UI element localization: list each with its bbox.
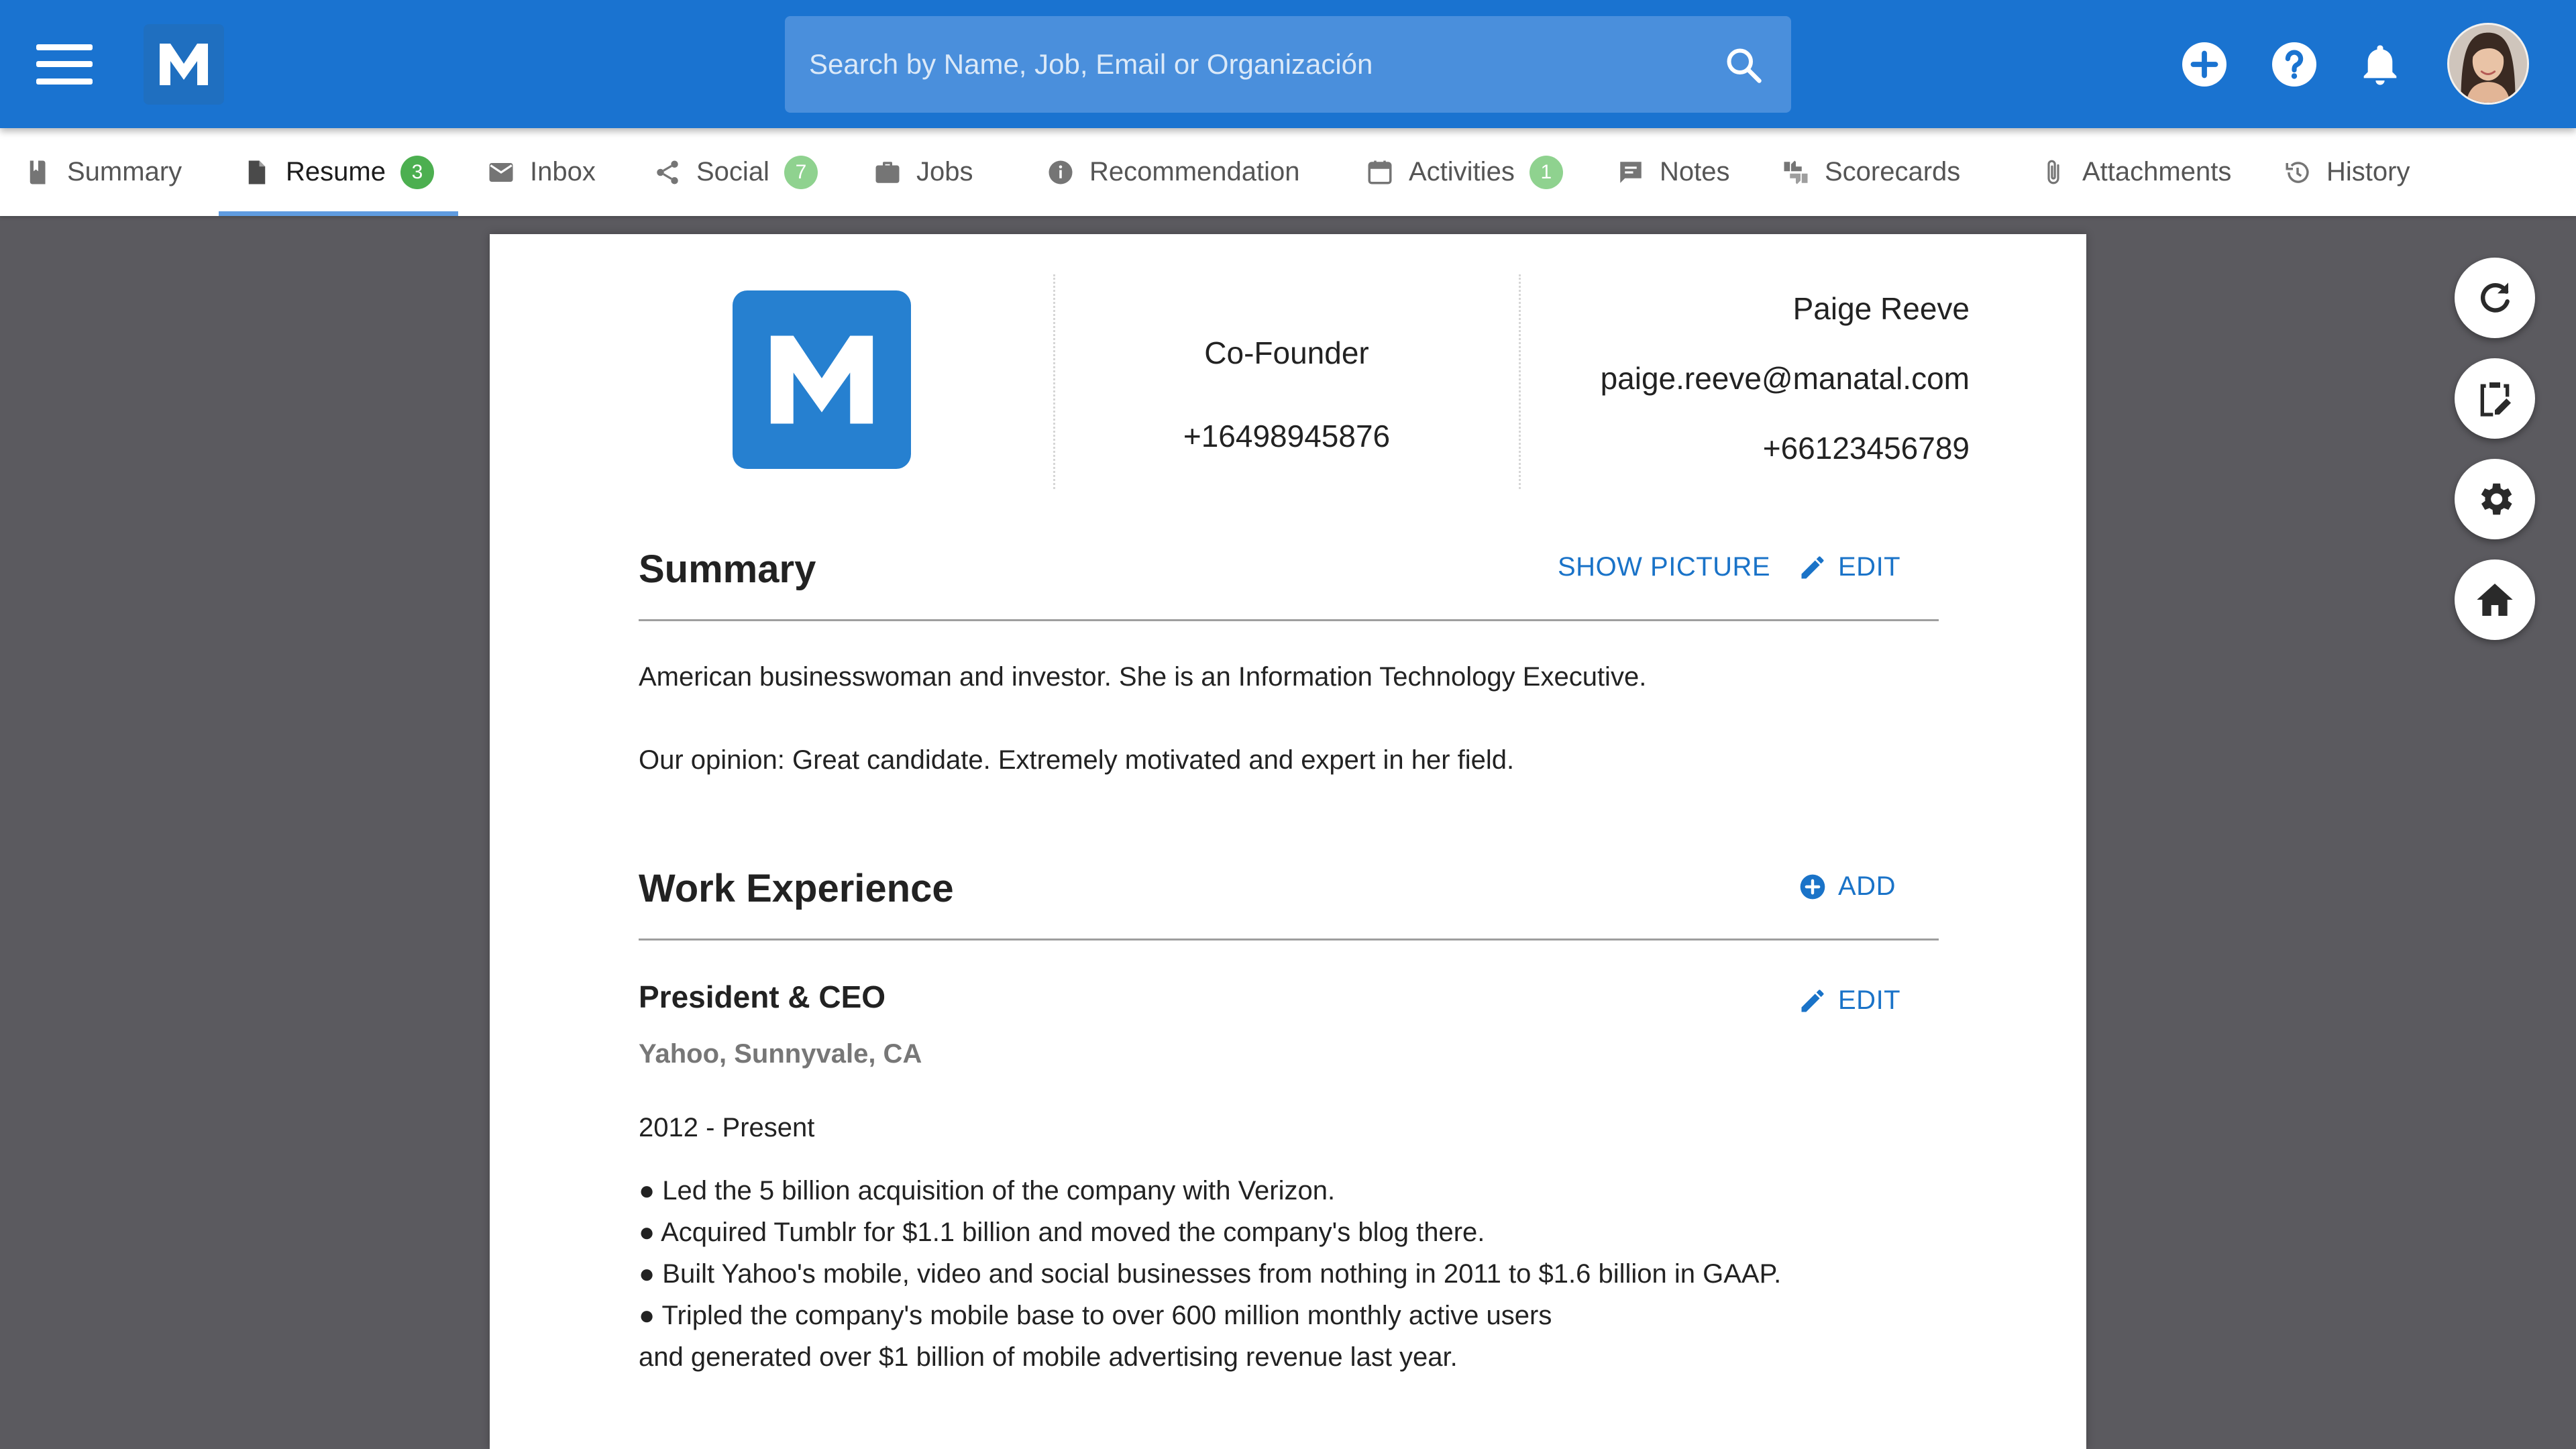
company-logo xyxy=(733,290,911,469)
avatar[interactable] xyxy=(2447,23,2529,105)
resume-count-badge: 3 xyxy=(400,156,434,189)
summary-paragraph: American businesswoman and investor. She is an Information Technology Executive. xyxy=(639,662,1647,692)
tab-social[interactable] xyxy=(629,128,842,216)
history-icon xyxy=(2284,158,2312,186)
tab-recommendation[interactable] xyxy=(1022,128,1324,216)
app-logo[interactable] xyxy=(144,24,224,105)
info-icon xyxy=(1046,158,1075,186)
company-phone-text: +16498945876 xyxy=(1183,419,1391,453)
tab-summary[interactable] xyxy=(0,128,206,216)
tab-history[interactable] xyxy=(2259,128,2434,216)
tab-label: History xyxy=(2326,157,2410,186)
show-picture-button[interactable] xyxy=(1558,552,1770,582)
work-experience-divider xyxy=(639,938,1939,941)
tab-label: Jobs xyxy=(916,157,973,186)
edit-label: EDIT xyxy=(1838,552,1901,582)
add-label: ADD xyxy=(1838,871,1896,901)
add-circle-icon[interactable] xyxy=(2180,40,2229,89)
candidate-email[interactable]: paige.reeve@manatal.com xyxy=(1600,361,1970,396)
tab-notes[interactable] xyxy=(1593,128,1754,216)
m-logo-icon xyxy=(765,330,879,429)
tab-label: Notes xyxy=(1660,157,1730,186)
job-period: 2012 - Present xyxy=(639,1113,815,1142)
add-experience-button[interactable] xyxy=(1798,871,1896,902)
list-item: and generated over $1 billion of mobile advertising revenue last year. xyxy=(639,1342,1458,1372)
home-button[interactable] xyxy=(2455,559,2535,640)
job-title: President & CEO xyxy=(639,979,886,1014)
app-bar xyxy=(0,0,2576,128)
bell-icon[interactable] xyxy=(2356,40,2404,89)
home-icon xyxy=(2473,578,2516,621)
document-icon xyxy=(243,158,271,186)
pencil-icon xyxy=(1798,553,1827,582)
summary-divider xyxy=(639,619,1939,621)
tab-label: Activities xyxy=(1409,157,1515,186)
tab-label: Recommendation xyxy=(1089,157,1300,186)
tab-attachments[interactable] xyxy=(2015,128,2255,216)
share-icon xyxy=(653,158,682,186)
list-item: ● Tripled the company's mobile base to over 600 million monthly active users xyxy=(639,1301,1552,1330)
activities-count-badge: 1 xyxy=(1529,156,1563,189)
position-text: Co-Founder xyxy=(1204,335,1369,370)
book-icon xyxy=(24,158,52,186)
gear-icon xyxy=(2473,478,2516,521)
job-company: Yahoo, Sunnyvale, CA xyxy=(639,1039,922,1069)
clipboard-edit-icon xyxy=(2473,377,2516,420)
edit-label: EDIT xyxy=(1838,985,1901,1015)
search-input[interactable] xyxy=(809,16,1701,113)
tab-inbox[interactable] xyxy=(463,128,620,216)
add-circle-icon xyxy=(1798,872,1827,902)
header-divider xyxy=(1053,274,1055,489)
tab-label: Scorecards xyxy=(1825,157,1961,186)
candidate-phone: +66123456789 xyxy=(1762,431,1970,466)
tab-scorecards[interactable] xyxy=(1758,128,1984,216)
edit-summary-button[interactable] xyxy=(1798,552,1900,582)
comment-icon xyxy=(1617,158,1645,186)
briefcase-icon xyxy=(873,158,902,186)
clipboard-edit-button[interactable] xyxy=(2455,358,2535,439)
search-box xyxy=(785,16,1791,113)
list-item: ● Acquired Tumblr for $1.1 billion and moved the company's blog there. xyxy=(639,1218,1485,1247)
tab-label: Attachments xyxy=(2082,157,2232,186)
social-count-badge: 7 xyxy=(784,156,818,189)
header-divider xyxy=(1519,274,1521,489)
pencil-icon xyxy=(1798,986,1827,1016)
mail-icon xyxy=(487,158,515,186)
thumbs-icon xyxy=(1782,158,1810,186)
resume-card xyxy=(490,234,2086,1449)
summary-opinion: Our opinion: Great candidate. Extremely motivated and expert in her field. xyxy=(639,745,1515,775)
search-icon[interactable] xyxy=(1724,46,1764,86)
tab-activities[interactable] xyxy=(1342,128,1587,216)
profile-tabs xyxy=(0,128,2576,216)
edit-experience-button[interactable] xyxy=(1798,985,1900,1016)
candidate-name: Paige Reeve xyxy=(1792,291,1970,326)
calendar-icon xyxy=(1366,158,1394,186)
refresh-icon xyxy=(2473,276,2516,319)
tab-label: Resume xyxy=(286,157,386,186)
tab-jobs[interactable] xyxy=(849,128,998,216)
list-item: ● Led the 5 billion acquisition of the company with Verizon. xyxy=(639,1176,1336,1205)
work-experience-heading: Work Experience xyxy=(639,867,954,910)
show-picture-label: SHOW PICTURE xyxy=(1558,552,1771,582)
m-logo-icon xyxy=(157,41,211,88)
refresh-button[interactable] xyxy=(2455,258,2535,338)
help-icon[interactable] xyxy=(2270,40,2318,89)
tab-label: Social xyxy=(696,157,769,186)
job-achievements xyxy=(639,1170,1781,1378)
settings-button[interactable] xyxy=(2455,459,2535,539)
menu-icon[interactable] xyxy=(36,44,93,85)
tab-label: Summary xyxy=(67,157,182,186)
tab-label: Inbox xyxy=(530,157,596,186)
tab-resume[interactable] xyxy=(219,128,458,216)
summary-heading: Summary xyxy=(639,547,816,591)
list-item: ● Built Yahoo's mobile, video and social businesses from nothing in 2011 to $1.6 billion in GAAP. xyxy=(639,1259,1782,1289)
paperclip-icon xyxy=(2039,158,2068,186)
user-photo-icon xyxy=(2449,25,2527,103)
